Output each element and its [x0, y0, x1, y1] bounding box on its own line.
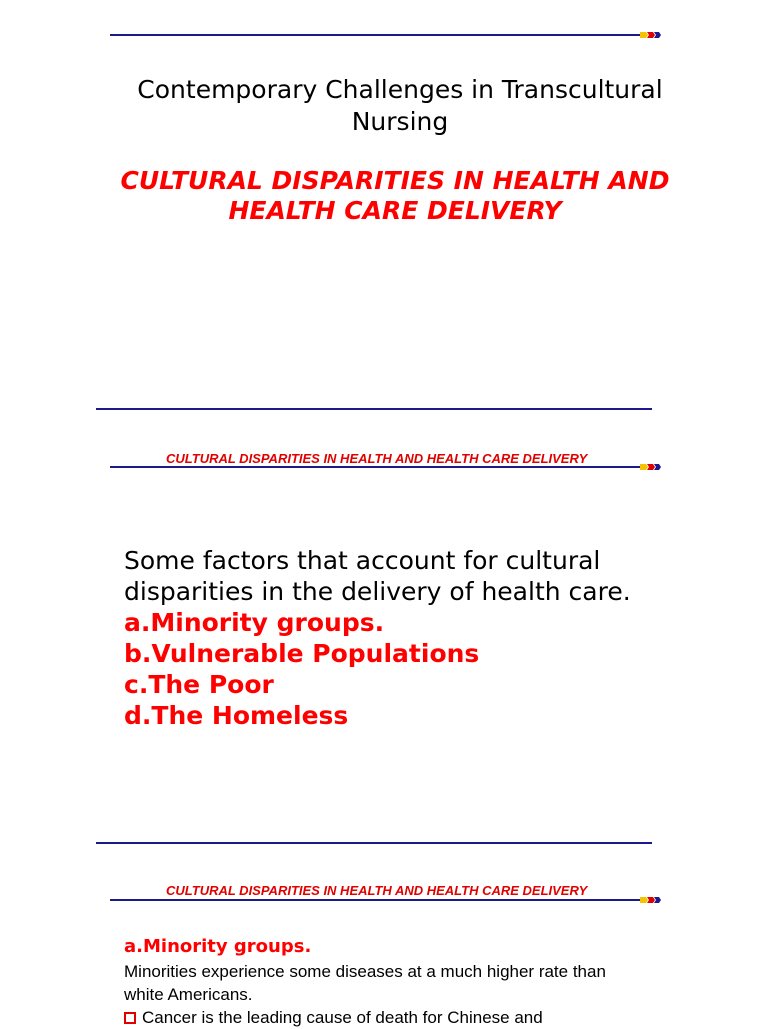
- section-title: a.Minority groups.: [124, 936, 312, 957]
- tricolor-arrow-icon: [640, 31, 662, 39]
- tricolor-arrow-icon: [640, 896, 662, 904]
- list-item: d.The Homeless: [124, 701, 349, 730]
- factor-list: [124, 607, 479, 731]
- top-rule: [110, 34, 642, 36]
- top-rule: [110, 899, 642, 901]
- bullet-text: Cancer is the leading cause of death for Chinese and: [142, 1008, 543, 1027]
- slide-title: Contemporary Challenges in Transcultural Nursing: [137, 75, 663, 136]
- list-item: b.Vulnerable Populations: [124, 639, 480, 668]
- bullet-item: [124, 1006, 543, 1029]
- body-text: Minorities experience some diseases at a much higher rate than white Americans.: [124, 962, 606, 1004]
- slide-header: CULTURAL DISPARITIES IN HEALTH AND HEALTH CARE DELIVERY: [166, 883, 588, 898]
- slide-subtitle: CULTURAL DISPARITIES IN HEALTH AND HEALTH CARE DELIVERY: [120, 166, 670, 225]
- intro-text: Some factors that account for cultural disparities in the delivery of health care.: [124, 546, 631, 606]
- bottom-rule: [96, 408, 652, 410]
- top-rule: [110, 466, 642, 468]
- bottom-rule: [96, 842, 652, 844]
- list-item: a.Minority groups.: [124, 608, 385, 637]
- checkbox-icon: [124, 1012, 136, 1024]
- list-item: c.The Poor: [124, 670, 274, 699]
- slide-header: CULTURAL DISPARITIES IN HEALTH AND HEALTH CARE DELIVERY: [166, 451, 588, 466]
- tricolor-arrow-icon: [640, 463, 662, 471]
